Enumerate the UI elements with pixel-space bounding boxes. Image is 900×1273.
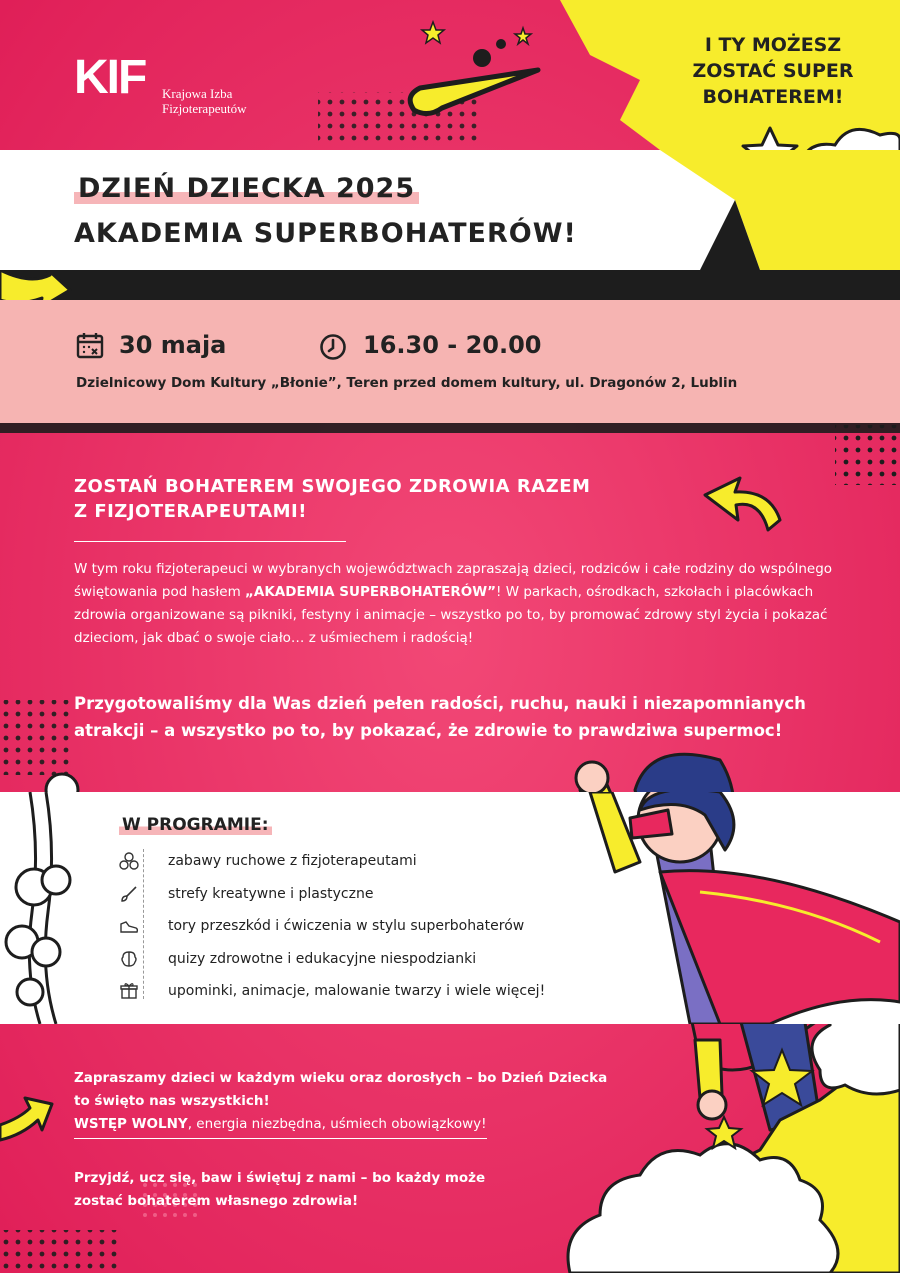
invitation-text: [74, 1067, 674, 1139]
event-venue: Dzielnicowy Dom Kultury „Błonie”, Teren przed domem kultury, ul. Dragonów 2, Lublin: [76, 375, 738, 391]
free-entry-label: WSTĘP WOLNY: [74, 1116, 188, 1132]
section-heading-line2: Z FIZJOTERAPEUTAMI!: [74, 501, 307, 522]
intro-text-part2: ! W parkach, ośrodkach, szkołach i placówkach zdrowia organizowane są pikniki, festyny i animacje – wszystko po to, by promować zdrowy styl życia i pokazać dzieciom, jak dbać o swoje ciało… z uśmiechem i radością!: [74, 584, 828, 646]
organization-name: [162, 86, 246, 116]
clock-icon: [319, 333, 347, 365]
closing-line1: Przyjdź, ucz się, baw i świętuj z nami – bo każdy może: [74, 1170, 486, 1186]
list-item: [118, 845, 417, 878]
burst-line1: I TY MOŻESZ: [704, 34, 842, 56]
free-entry-rest: , energia niezbędna, uśmiech obowiązkowy!: [187, 1116, 487, 1132]
closing-line2: zostać bohaterem własnego zdrowia!: [74, 1193, 359, 1209]
list-item: [118, 910, 525, 943]
heading-divider: [74, 541, 346, 542]
program-list-divider: [143, 849, 144, 999]
program-title: W PROGRAMIE:: [119, 815, 272, 835]
org-name-line2: Fizjoterapeutów: [162, 101, 247, 116]
section-heading: [74, 474, 714, 524]
page-title-line2: AKADEMIA SUPERBOHATERÓW!: [74, 218, 577, 249]
program-item-label: quizy zdrowotne i edukacyjne niespodzianki: [168, 950, 477, 967]
faces-icon: [118, 850, 140, 872]
program-list: [118, 845, 546, 1008]
list-item: [118, 878, 374, 911]
program-item-label: tory przeszkód i ćwiczenia w stylu superbohaterów: [168, 918, 525, 935]
org-name-line1: Krajowa Izba: [162, 86, 233, 101]
gift-icon: [118, 980, 140, 1002]
burst-line3: BOHATEREM!: [702, 86, 844, 108]
intro-text-part1: W tym roku fizjoterapeuci w wybranych województwach zapraszają dzieci, rodziców i całe rodziny do wspólnego świętowania pod hasłem: [74, 561, 833, 600]
invitation-line1: Zapraszamy dzieci w każdym wieku oraz dorosłych – bo Dzień Dziecka: [74, 1070, 608, 1086]
brain-icon: [118, 948, 140, 970]
list-item: [118, 975, 546, 1008]
sneaker-icon: [118, 915, 140, 937]
free-entry-line: [74, 1113, 487, 1139]
closing-text: [74, 1167, 594, 1213]
section-heading-line1: ZOSTAŃ BOHATEREM SWOJEGO ZDROWIA RAZEM: [74, 476, 591, 497]
event-date: 30 maja: [119, 331, 227, 359]
highlight-paragraph: Przygotowaliśmy dla Was dzień pełen radości, ruchu, nauki i niezapomnianych atrakcji – a wszystko po to, by pokazać, że zdrowie to prawdziwa supermoc!: [74, 694, 806, 740]
event-info-band: [0, 300, 900, 423]
page-title-line1: DZIEŃ DZIECKA 2025: [74, 173, 419, 204]
intro-paragraph: [74, 558, 834, 650]
invitation-line2: to święto nas wszystkich!: [74, 1093, 270, 1109]
title-band-cutout: [0, 150, 900, 270]
program-item-label: zabawy ruchowe z fizjoterapeutami: [168, 853, 417, 870]
program-item-label: strefy kreatywne i plastyczne: [168, 885, 374, 902]
event-time: 16.30 - 20.00: [363, 331, 542, 359]
burst-line2: ZOSTAĆ SUPER: [692, 60, 854, 82]
calendar-icon: [76, 331, 104, 363]
brush-icon: [118, 883, 140, 905]
intro-campaign-name: „AKADEMIA SUPERBOHATERÓW”: [245, 584, 497, 600]
kif-logo: KIF: [74, 51, 146, 104]
burst-slogan: [678, 32, 868, 110]
list-item: [118, 943, 477, 976]
program-item-label: upominki, animacje, malowanie twarzy i wiele więcej!: [168, 983, 546, 1000]
